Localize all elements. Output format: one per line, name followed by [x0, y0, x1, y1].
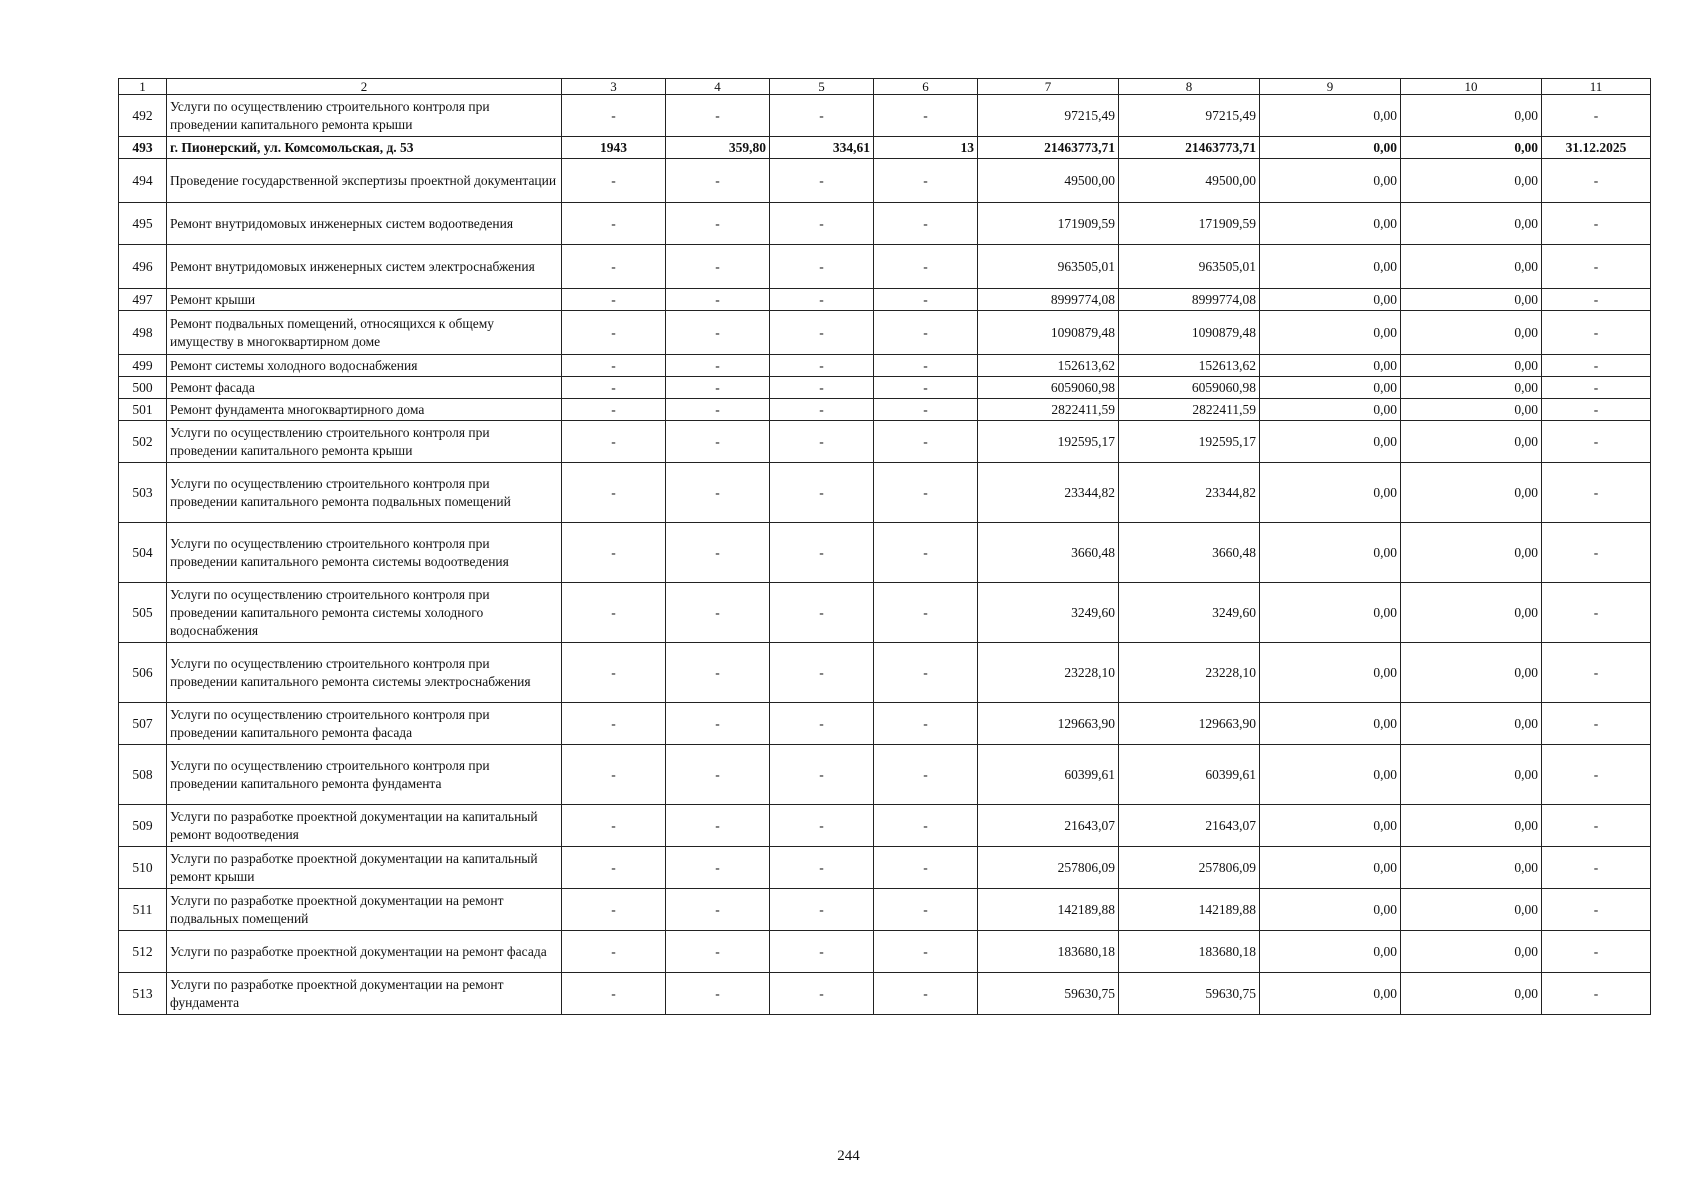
- cell-col-5: -: [770, 289, 874, 311]
- cell-col-8: 97215,49: [1119, 95, 1260, 137]
- row-number: 509: [119, 805, 167, 847]
- cell-col-11: 31.12.2025: [1542, 137, 1651, 159]
- work-description: г. Пионерский, ул. Комсомольская, д. 53: [167, 137, 562, 159]
- cell-col-3: -: [562, 463, 666, 523]
- cell-col-4: -: [666, 889, 770, 931]
- row-number: 493: [119, 137, 167, 159]
- table-body: [119, 79, 1651, 1015]
- work-description: Услуги по разработке проектной документации на ремонт фундамента: [167, 973, 562, 1015]
- cell-col-11: -: [1542, 889, 1651, 931]
- cell-col-3: -: [562, 847, 666, 889]
- column-number-4: 4: [666, 79, 770, 95]
- cell-col-3: -: [562, 931, 666, 973]
- cell-col-6: -: [874, 95, 978, 137]
- cell-col-8: 3249,60: [1119, 583, 1260, 643]
- cell-col-3: -: [562, 355, 666, 377]
- cell-col-5: -: [770, 463, 874, 523]
- cell-col-6: -: [874, 805, 978, 847]
- column-number-1: 1: [119, 79, 167, 95]
- cell-col-10: 0,00: [1401, 245, 1542, 289]
- cell-col-7: 142189,88: [978, 889, 1119, 931]
- work-description: Ремонт внутридомовых инженерных систем электроснабжения: [167, 245, 562, 289]
- cell-col-9: 0,00: [1260, 245, 1401, 289]
- cell-col-10: 0,00: [1401, 847, 1542, 889]
- cell-col-11: -: [1542, 421, 1651, 463]
- row-number: 507: [119, 703, 167, 745]
- cell-col-5: 334,61: [770, 137, 874, 159]
- cell-col-9: 0,00: [1260, 377, 1401, 399]
- cell-col-11: -: [1542, 399, 1651, 421]
- cell-col-3: -: [562, 377, 666, 399]
- cell-col-10: 0,00: [1401, 745, 1542, 805]
- cell-col-10: 0,00: [1401, 643, 1542, 703]
- cell-col-3: -: [562, 95, 666, 137]
- row-number: 501: [119, 399, 167, 421]
- cell-col-5: -: [770, 523, 874, 583]
- cell-col-11: -: [1542, 805, 1651, 847]
- cell-col-5: -: [770, 847, 874, 889]
- data-table: [118, 78, 1651, 1015]
- cell-col-11: -: [1542, 973, 1651, 1015]
- cell-col-6: -: [874, 889, 978, 931]
- column-number-5: 5: [770, 79, 874, 95]
- cell-col-7: 129663,90: [978, 703, 1119, 745]
- cell-col-7: 171909,59: [978, 203, 1119, 245]
- table-row: [119, 847, 1651, 889]
- cell-col-6: -: [874, 847, 978, 889]
- cell-col-9: 0,00: [1260, 203, 1401, 245]
- cell-col-4: -: [666, 289, 770, 311]
- row-number: 497: [119, 289, 167, 311]
- row-number: 496: [119, 245, 167, 289]
- cell-col-8: 21643,07: [1119, 805, 1260, 847]
- cell-col-11: -: [1542, 523, 1651, 583]
- cell-col-10: 0,00: [1401, 523, 1542, 583]
- cell-col-3: -: [562, 289, 666, 311]
- cell-col-4: -: [666, 377, 770, 399]
- row-number: 511: [119, 889, 167, 931]
- cell-col-6: -: [874, 463, 978, 523]
- cell-col-10: 0,00: [1401, 355, 1542, 377]
- column-number-6: 6: [874, 79, 978, 95]
- cell-col-8: 142189,88: [1119, 889, 1260, 931]
- cell-col-9: 0,00: [1260, 421, 1401, 463]
- cell-col-11: -: [1542, 703, 1651, 745]
- cell-col-10: 0,00: [1401, 973, 1542, 1015]
- cell-col-6: -: [874, 311, 978, 355]
- cell-col-3: -: [562, 703, 666, 745]
- cell-col-3: -: [562, 159, 666, 203]
- cell-col-5: -: [770, 703, 874, 745]
- cell-col-10: 0,00: [1401, 377, 1542, 399]
- cell-col-4: -: [666, 805, 770, 847]
- cell-col-9: 0,00: [1260, 889, 1401, 931]
- cell-col-5: -: [770, 973, 874, 1015]
- cell-col-7: 21463773,71: [978, 137, 1119, 159]
- cell-col-7: 963505,01: [978, 245, 1119, 289]
- row-number: 502: [119, 421, 167, 463]
- row-number: 505: [119, 583, 167, 643]
- cell-col-7: 3660,48: [978, 523, 1119, 583]
- cell-col-9: 0,00: [1260, 973, 1401, 1015]
- row-number: 508: [119, 745, 167, 805]
- cell-col-11: -: [1542, 931, 1651, 973]
- cell-col-6: -: [874, 745, 978, 805]
- row-number: 504: [119, 523, 167, 583]
- cell-col-7: 8999774,08: [978, 289, 1119, 311]
- work-description: Ремонт фасада: [167, 377, 562, 399]
- work-description: Услуги по осуществлению строительного контроля при проведении капитального ремонта фундамента: [167, 745, 562, 805]
- row-number: 500: [119, 377, 167, 399]
- cell-col-7: 257806,09: [978, 847, 1119, 889]
- cell-col-3: -: [562, 523, 666, 583]
- cell-col-11: -: [1542, 311, 1651, 355]
- work-description: Ремонт подвальных помещений, относящихся к общему имуществу в многоквартирном доме: [167, 311, 562, 355]
- cell-col-11: -: [1542, 203, 1651, 245]
- cell-col-8: 963505,01: [1119, 245, 1260, 289]
- cell-col-9: 0,00: [1260, 399, 1401, 421]
- cell-col-6: -: [874, 931, 978, 973]
- cell-col-8: 171909,59: [1119, 203, 1260, 245]
- work-description: Услуги по осуществлению строительного контроля при проведении капитального ремонта фасада: [167, 703, 562, 745]
- cell-col-11: -: [1542, 377, 1651, 399]
- cell-col-11: -: [1542, 95, 1651, 137]
- cell-col-9: 0,00: [1260, 847, 1401, 889]
- table-row: [119, 973, 1651, 1015]
- cell-col-7: 6059060,98: [978, 377, 1119, 399]
- cell-col-5: -: [770, 355, 874, 377]
- cell-col-8: 1090879,48: [1119, 311, 1260, 355]
- row-number: 492: [119, 95, 167, 137]
- cell-col-8: 6059060,98: [1119, 377, 1260, 399]
- work-description: Услуги по разработке проектной документации на капитальный ремонт водоотведения: [167, 805, 562, 847]
- cell-col-3: -: [562, 805, 666, 847]
- work-description: Услуги по разработке проектной документации на ремонт подвальных помещений: [167, 889, 562, 931]
- cell-col-4: -: [666, 355, 770, 377]
- table-row: [119, 421, 1651, 463]
- cell-col-4: -: [666, 159, 770, 203]
- cell-col-10: 0,00: [1401, 805, 1542, 847]
- cell-col-8: 59630,75: [1119, 973, 1260, 1015]
- cell-col-3: -: [562, 583, 666, 643]
- cell-col-11: -: [1542, 289, 1651, 311]
- cell-col-4: -: [666, 463, 770, 523]
- cell-col-5: -: [770, 399, 874, 421]
- work-description: Услуги по осуществлению строительного контроля при проведении капитального ремонта системы холодного водоснабжения: [167, 583, 562, 643]
- cell-col-6: -: [874, 973, 978, 1015]
- table-row: [119, 703, 1651, 745]
- cell-col-11: -: [1542, 355, 1651, 377]
- cell-col-6: -: [874, 703, 978, 745]
- row-number: 503: [119, 463, 167, 523]
- cell-col-7: 192595,17: [978, 421, 1119, 463]
- cell-col-4: -: [666, 203, 770, 245]
- cell-col-5: -: [770, 311, 874, 355]
- column-number-header-row: [119, 79, 1651, 95]
- cell-col-3: -: [562, 889, 666, 931]
- table-row: [119, 159, 1651, 203]
- cell-col-5: -: [770, 805, 874, 847]
- row-number: 498: [119, 311, 167, 355]
- cell-col-9: 0,00: [1260, 311, 1401, 355]
- cell-col-8: 3660,48: [1119, 523, 1260, 583]
- cell-col-10: 0,00: [1401, 463, 1542, 523]
- cell-col-10: 0,00: [1401, 703, 1542, 745]
- cell-col-3: 1943: [562, 137, 666, 159]
- cell-col-9: 0,00: [1260, 643, 1401, 703]
- table-row: [119, 289, 1651, 311]
- table-row: [119, 95, 1651, 137]
- cell-col-9: 0,00: [1260, 931, 1401, 973]
- cell-col-4: -: [666, 931, 770, 973]
- cell-col-6: -: [874, 159, 978, 203]
- table-row: [119, 463, 1651, 523]
- cell-col-10: 0,00: [1401, 137, 1542, 159]
- table-row: [119, 583, 1651, 643]
- cell-col-6: 13: [874, 137, 978, 159]
- cell-col-11: -: [1542, 745, 1651, 805]
- cell-col-7: 23228,10: [978, 643, 1119, 703]
- cell-col-4: -: [666, 583, 770, 643]
- cell-col-7: 1090879,48: [978, 311, 1119, 355]
- cell-col-4: -: [666, 847, 770, 889]
- cell-col-4: -: [666, 745, 770, 805]
- work-description: Ремонт фундамента многоквартирного дома: [167, 399, 562, 421]
- cell-col-8: 2822411,59: [1119, 399, 1260, 421]
- cell-col-3: -: [562, 245, 666, 289]
- cell-col-4: -: [666, 311, 770, 355]
- cell-col-11: -: [1542, 245, 1651, 289]
- column-number-10: 10: [1401, 79, 1542, 95]
- cell-col-9: 0,00: [1260, 95, 1401, 137]
- cell-col-5: -: [770, 889, 874, 931]
- cell-col-8: 183680,18: [1119, 931, 1260, 973]
- row-number: 506: [119, 643, 167, 703]
- row-number: 494: [119, 159, 167, 203]
- table-row: [119, 745, 1651, 805]
- cell-col-6: -: [874, 523, 978, 583]
- work-description: Услуги по разработке проектной документации на ремонт фасада: [167, 931, 562, 973]
- table-row: [119, 245, 1651, 289]
- cell-col-10: 0,00: [1401, 583, 1542, 643]
- cell-col-8: 129663,90: [1119, 703, 1260, 745]
- cell-col-4: -: [666, 421, 770, 463]
- cell-col-5: -: [770, 95, 874, 137]
- cell-col-10: 0,00: [1401, 203, 1542, 245]
- row-number: 499: [119, 355, 167, 377]
- cell-col-6: -: [874, 583, 978, 643]
- cell-col-5: -: [770, 245, 874, 289]
- cell-col-4: 359,80: [666, 137, 770, 159]
- cell-col-9: 0,00: [1260, 583, 1401, 643]
- cell-col-10: 0,00: [1401, 95, 1542, 137]
- cell-col-4: -: [666, 973, 770, 1015]
- cell-col-7: 59630,75: [978, 973, 1119, 1015]
- table-row: [119, 203, 1651, 245]
- cell-col-10: 0,00: [1401, 889, 1542, 931]
- work-description: Услуги по осуществлению строительного контроля при проведении капитального ремонта подвальных помещений: [167, 463, 562, 523]
- cell-col-8: 49500,00: [1119, 159, 1260, 203]
- cell-col-8: 152613,62: [1119, 355, 1260, 377]
- cell-col-7: 3249,60: [978, 583, 1119, 643]
- cell-col-5: -: [770, 421, 874, 463]
- table-row: [119, 399, 1651, 421]
- cell-col-9: 0,00: [1260, 745, 1401, 805]
- work-description: Услуги по осуществлению строительного контроля при проведении капитального ремонта системы электроснабжения: [167, 643, 562, 703]
- table-row: [119, 311, 1651, 355]
- cell-col-8: 257806,09: [1119, 847, 1260, 889]
- cell-col-7: 21643,07: [978, 805, 1119, 847]
- table-row: [119, 137, 1651, 159]
- cell-col-10: 0,00: [1401, 311, 1542, 355]
- cell-col-5: -: [770, 377, 874, 399]
- cell-col-5: -: [770, 931, 874, 973]
- page-number: 244: [837, 1148, 860, 1164]
- cell-col-8: 192595,17: [1119, 421, 1260, 463]
- column-number-2: 2: [167, 79, 562, 95]
- table-row: [119, 377, 1651, 399]
- work-description: Услуги по осуществлению строительного контроля при проведении капитального ремонта системы водоотведения: [167, 523, 562, 583]
- cell-col-6: -: [874, 643, 978, 703]
- cell-col-4: -: [666, 643, 770, 703]
- work-description: Услуги по осуществлению строительного контроля при проведении капитального ремонта крыши: [167, 421, 562, 463]
- row-number: 512: [119, 931, 167, 973]
- column-number-3: 3: [562, 79, 666, 95]
- cell-col-11: -: [1542, 643, 1651, 703]
- work-description: Услуги по осуществлению строительного контроля при проведении капитального ремонта крыши: [167, 95, 562, 137]
- cell-col-6: -: [874, 245, 978, 289]
- cell-col-7: 60399,61: [978, 745, 1119, 805]
- work-description: Услуги по разработке проектной документации на капитальный ремонт крыши: [167, 847, 562, 889]
- cell-col-10: 0,00: [1401, 421, 1542, 463]
- column-number-9: 9: [1260, 79, 1401, 95]
- cell-col-3: -: [562, 399, 666, 421]
- cell-col-9: 0,00: [1260, 805, 1401, 847]
- cell-col-5: -: [770, 745, 874, 805]
- cell-col-7: 23344,82: [978, 463, 1119, 523]
- cell-col-3: -: [562, 973, 666, 1015]
- table-row: [119, 643, 1651, 703]
- cell-col-6: -: [874, 289, 978, 311]
- cell-col-8: 23344,82: [1119, 463, 1260, 523]
- cell-col-7: 183680,18: [978, 931, 1119, 973]
- cell-col-7: 152613,62: [978, 355, 1119, 377]
- cell-col-3: -: [562, 745, 666, 805]
- cell-col-9: 0,00: [1260, 159, 1401, 203]
- row-number: 510: [119, 847, 167, 889]
- cell-col-3: -: [562, 311, 666, 355]
- cell-col-7: 2822411,59: [978, 399, 1119, 421]
- cell-col-11: -: [1542, 583, 1651, 643]
- cell-col-6: -: [874, 377, 978, 399]
- cell-col-3: -: [562, 203, 666, 245]
- cell-col-4: -: [666, 523, 770, 583]
- cell-col-8: 23228,10: [1119, 643, 1260, 703]
- row-number: 495: [119, 203, 167, 245]
- cell-col-9: 0,00: [1260, 355, 1401, 377]
- cell-col-4: -: [666, 399, 770, 421]
- cell-col-10: 0,00: [1401, 931, 1542, 973]
- cell-col-9: 0,00: [1260, 463, 1401, 523]
- column-number-8: 8: [1119, 79, 1260, 95]
- cell-col-5: -: [770, 203, 874, 245]
- table-row: [119, 523, 1651, 583]
- table-row: [119, 355, 1651, 377]
- work-description: Проведение государственной экспертизы проектной документации: [167, 159, 562, 203]
- work-description: Ремонт внутридомовых инженерных систем водоотведения: [167, 203, 562, 245]
- cell-col-6: -: [874, 421, 978, 463]
- work-description: Ремонт крыши: [167, 289, 562, 311]
- cell-col-6: -: [874, 355, 978, 377]
- cell-col-9: 0,00: [1260, 289, 1401, 311]
- work-description: Ремонт системы холодного водоснабжения: [167, 355, 562, 377]
- cell-col-4: -: [666, 95, 770, 137]
- cell-col-5: -: [770, 159, 874, 203]
- cell-col-7: 49500,00: [978, 159, 1119, 203]
- cell-col-8: 21463773,71: [1119, 137, 1260, 159]
- cell-col-8: 60399,61: [1119, 745, 1260, 805]
- cell-col-6: -: [874, 203, 978, 245]
- table-row: [119, 805, 1651, 847]
- cell-col-9: 0,00: [1260, 703, 1401, 745]
- column-number-7: 7: [978, 79, 1119, 95]
- cell-col-9: 0,00: [1260, 137, 1401, 159]
- cell-col-10: 0,00: [1401, 289, 1542, 311]
- row-number: 513: [119, 973, 167, 1015]
- column-number-11: 11: [1542, 79, 1651, 95]
- cell-col-3: -: [562, 421, 666, 463]
- cell-col-3: -: [562, 643, 666, 703]
- cell-col-4: -: [666, 703, 770, 745]
- cell-col-10: 0,00: [1401, 159, 1542, 203]
- cell-col-11: -: [1542, 463, 1651, 523]
- cell-col-7: 97215,49: [978, 95, 1119, 137]
- cell-col-11: -: [1542, 847, 1651, 889]
- table-row: [119, 889, 1651, 931]
- cell-col-6: -: [874, 399, 978, 421]
- cell-col-4: -: [666, 245, 770, 289]
- cell-col-5: -: [770, 643, 874, 703]
- cell-col-11: -: [1542, 159, 1651, 203]
- cell-col-10: 0,00: [1401, 399, 1542, 421]
- cell-col-8: 8999774,08: [1119, 289, 1260, 311]
- table-row: [119, 931, 1651, 973]
- cell-col-5: -: [770, 583, 874, 643]
- cell-col-9: 0,00: [1260, 523, 1401, 583]
